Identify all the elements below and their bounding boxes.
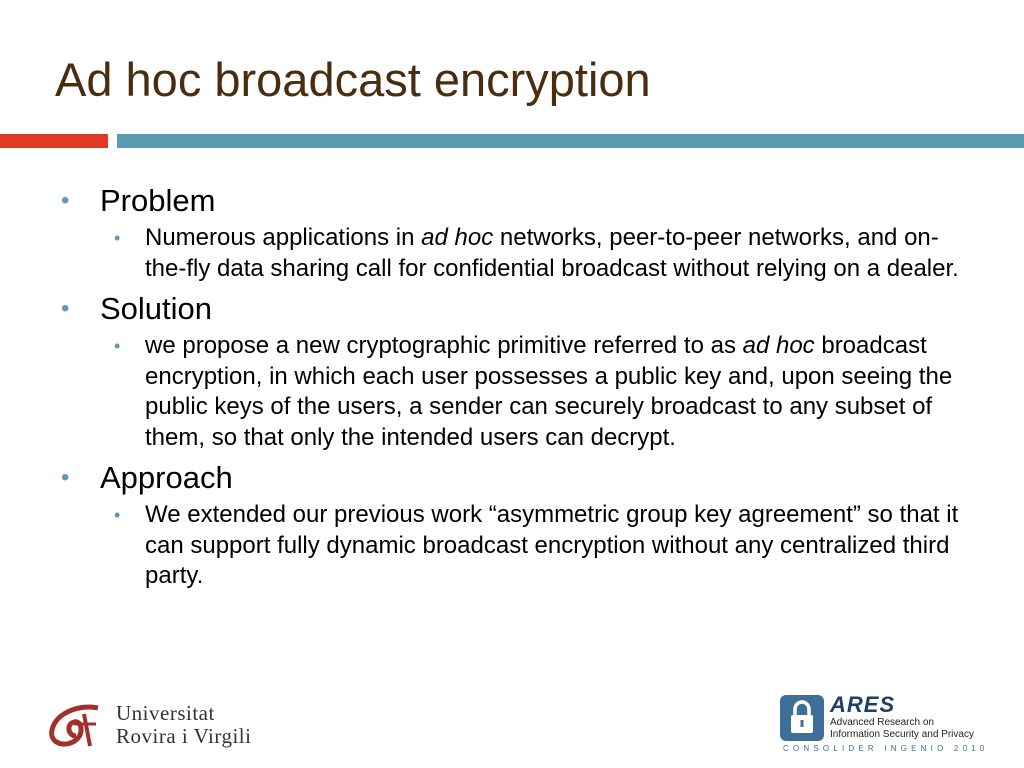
sub-bullet-solution: • we propose a new cryptographic primitive referred to as ad hoc broadcast encryption, in which each user possesses a public key and, upon seeing the public keys of the users, a sender can securely broadcast to any subset of them, so that only the intended users can decrypt. <box>114 332 953 451</box>
consolider-label: CONSOLIDER INGENIO 2010 <box>783 744 989 753</box>
title-rule-blue <box>117 134 1024 148</box>
ares-logo <box>780 690 989 760</box>
urv-logo <box>46 700 276 756</box>
ares-name: ARES <box>830 692 896 717</box>
bullet-dot-icon: • <box>61 464 70 491</box>
sub-bullet-problem: • Numerous applications in ad hoc networks, peer-to-peer networks, and on-the-fly data sharing call for confidential broadcast without relying on a dealer. <box>114 224 959 282</box>
title-rule-red <box>0 134 108 148</box>
bullet-dot-icon: • <box>114 505 121 525</box>
lock-icon <box>780 695 824 741</box>
bullet-list <box>58 182 978 592</box>
bullet-approach: • Approach <box>61 460 233 495</box>
bullet-problem: • Problem <box>61 183 216 218</box>
bullet-dot-icon: • <box>61 187 70 214</box>
bullet-dot-icon: • <box>114 228 121 248</box>
sub-bullet-approach: • We extended our previous work “asymmetric group key agreement” so that it can support fully dynamic broadcast encryption without any centralized third party. <box>114 501 959 589</box>
bullet-dot-icon: • <box>61 295 70 322</box>
urv-emblem-icon <box>46 702 106 750</box>
ares-subtitle: Advanced Research on Information Security and Privacy <box>830 717 974 740</box>
bullet-dot-icon: • <box>114 336 121 356</box>
bullet-solution: • Solution <box>61 291 213 326</box>
urv-wordmark: Universitat Rovira i Virgili <box>116 701 252 748</box>
slide-title: Ad hoc broadcast encryption <box>55 53 651 106</box>
